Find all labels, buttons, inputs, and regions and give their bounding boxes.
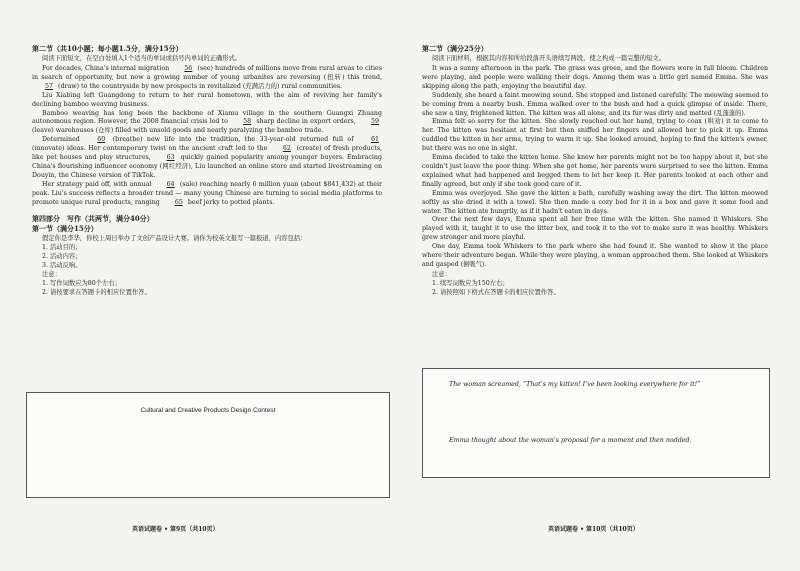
blank-57[interactable]: 57 [44,82,53,90]
passage-paragraph-4: Determined 60 (breathe) new life into the tradition, the 33-year-old returned full of 61 (innovate) ideas. Her contemporary twist on the ancient craft led to the 62 (create) of fresh products, like pet houses and play structures, 63 quickly gained popularity among younger buyers. Embracing China's flourishing influencer economy (网红经济), Liu launched an online store and started livestreaming on Douyin, the Chinese version of TikTok. [32,136,382,179]
opening-sentence-1: The woman screamed, “That’s my kitten! I’ve been looking everywhere for it!” [449,381,701,388]
story-paragraph-6: Over the next few days, Emma spent all her free time with the kitten. She named it Whiskers. She played with it, taught it to use the litter box, and took it to the vet to make sure it was healthy. Whiskers grew stronger and more playful. [422,216,768,242]
blank-61[interactable]: 61 [370,136,379,144]
right-note-label: 注意： [432,270,451,278]
writing-box[interactable] [26,392,390,498]
story-paragraph-5: Emma was overjoyed. She gave the kitten a bath, carefully washing away the dirt. The kitten meowed softly as she dried it with a towel. She then made a cozy bed for it in a box and gave it some food and water. The kitten ate hungrily, as if it hadn't eaten in days. [422,189,768,215]
section1-intro: 假定你是李华，你校上周日举办了文创产品设计大赛。请你为校英文报写一篇报道，内容包括： [42,234,307,242]
continuation-heading: 第二节（满分25分） [422,44,488,53]
writing-box-title: Cultural and Creative Products Design Contest [140,407,276,414]
opening-sentence-2: Emma thought about the woman’s proposal for a moment and then nodded. [449,437,692,444]
blank-59[interactable]: 59 [370,118,379,126]
section2-instruction: 阅读下面短文，在空白处填入1个适当的单词或括号内单词的正确形式。 [42,55,242,62]
left-page [32,0,382,571]
continuation-box[interactable] [422,368,770,478]
story-paragraph-1: It was a sunny afternoon in the park. The grass was green, and the flowers were in full bloom. Children were playing, and people were walking their dogs. Among them was a little girl named Emma. She was skipping along the path, enjoying the beautiful day. [422,65,768,90]
blank-56[interactable]: 56 [184,65,193,72]
story-paragraph-4: Emma decided to take the kitten home. She knew her parents might not be too happy about it, but she couldn't just leave the poor thing. When she got home, her parents were surprised to see the kitten. Emma explained what had happened and begged them to let her keep it. Her parents looked at each other and finally agreed, but only if she took good care of it. [422,154,768,188]
blank-65[interactable]: 65 [174,198,183,206]
passage-paragraph-2: Liu Xiabing left Guangdong to return to her rural hometown, with the aim of reviving her family's declining bamboo weaving business. [32,91,382,108]
blank-63[interactable]: 63 [166,154,175,162]
right-note-2: 2. 请按照如下格式在答题卡的相应位置作答。 [432,288,560,296]
passage-paragraph-3: Bamboo weaving has long been the backbone of Xiamu village in the southern Guangxi Zhuang autonomous region. However, the 2008 financial crisis led to 58 sharp decline in export orders, 59 (leave) warehouses (仓库) filled with unsold goods and nearly paralyzing the bamboo trade. [32,109,382,135]
story-paragraph-2: Suddenly, she heard a faint meowing sound. She stopped and listened carefully. The meowing seemed to be coming from a nearby bush. Emma walked over to the bush and had a quick glimpse of inside. There, she saw a tiny, frightened kitten. The kitten was all alone, and its fur was dirty and matted (乱蓬蓬的). [422,91,768,117]
point-3: 3. 活动反响。 [42,261,82,269]
blank-60[interactable]: 60 [97,136,106,144]
blank-62[interactable]: 62 [282,145,291,153]
passage-paragraph-1: For decades, China's internal migration 56 (see) hundreds of millions move from rural areas to cities in search of opportunity, but now a growing number of young urbanites are reversing (扭转) this trend, 57 (draw) to the countryside by new prospects in revitalized (充满活力的) rural communities. [32,65,382,90]
right-note-1: 1. 续写词数应为150左右； [432,279,509,287]
continuation-instruction: 阅读下面材料，根据其内容和所给段落开头语续写两段，使之构成一篇完整的短文。 [432,55,665,62]
note-label: 注意： [42,270,61,278]
right-page [422,0,768,571]
blank-58[interactable]: 58 [243,118,252,126]
left-footer: 英语试题卷 • 第9页（共10页） [132,526,219,533]
passage-paragraph-5: Her strategy paid off, with annual 64 (sale) reaching nearly 6 million yuan (about $841,432) at their peak. Liu's success reflects a broader trend — many young Chinese are turning to social media platforms to promote unique rural products, ranging 65 beef jerky to potted plants. [32,180,382,206]
point-2: 2. 活动内容； [42,252,82,260]
blank-64[interactable]: 64 [166,180,175,188]
point-1: 1. 活动目的； [42,243,82,251]
section1-heading: 第一节（满分15分） [32,223,98,233]
story-paragraph-3: Emma felt so sorry for the kitten. She slowly reached out her hand, trying to coax (哄劝) it to come to her. The kitten was hesitant at first but then sniffed her fingers and allowed her to pick it up. Emma cuddled the kitten in her arms, trying to warm it up. She looked around, hoping to find the kitten's owner, but there was no one in sight. [422,118,768,153]
right-footer: 英语试题卷 • 第10页（共10页） [548,526,639,533]
part4-heading: 第四部分 写作（共两节，满分40分） [32,213,154,223]
note-2: 2. 请按要求在答题卡的相应位置作答。 [42,288,151,296]
section2-heading: 第二节（共10小题；每小题1.5分，满分15分） [32,44,183,53]
note-1: 1. 写作词数应为80个左右； [42,279,121,287]
story-paragraph-7: One day, Emma took Whiskers to the park where she had found it. She wanted to show it the place where their adventure began. While they were playing, a woman approached them. She looked at Whiskers and gasped (倒吸气). [422,243,768,268]
